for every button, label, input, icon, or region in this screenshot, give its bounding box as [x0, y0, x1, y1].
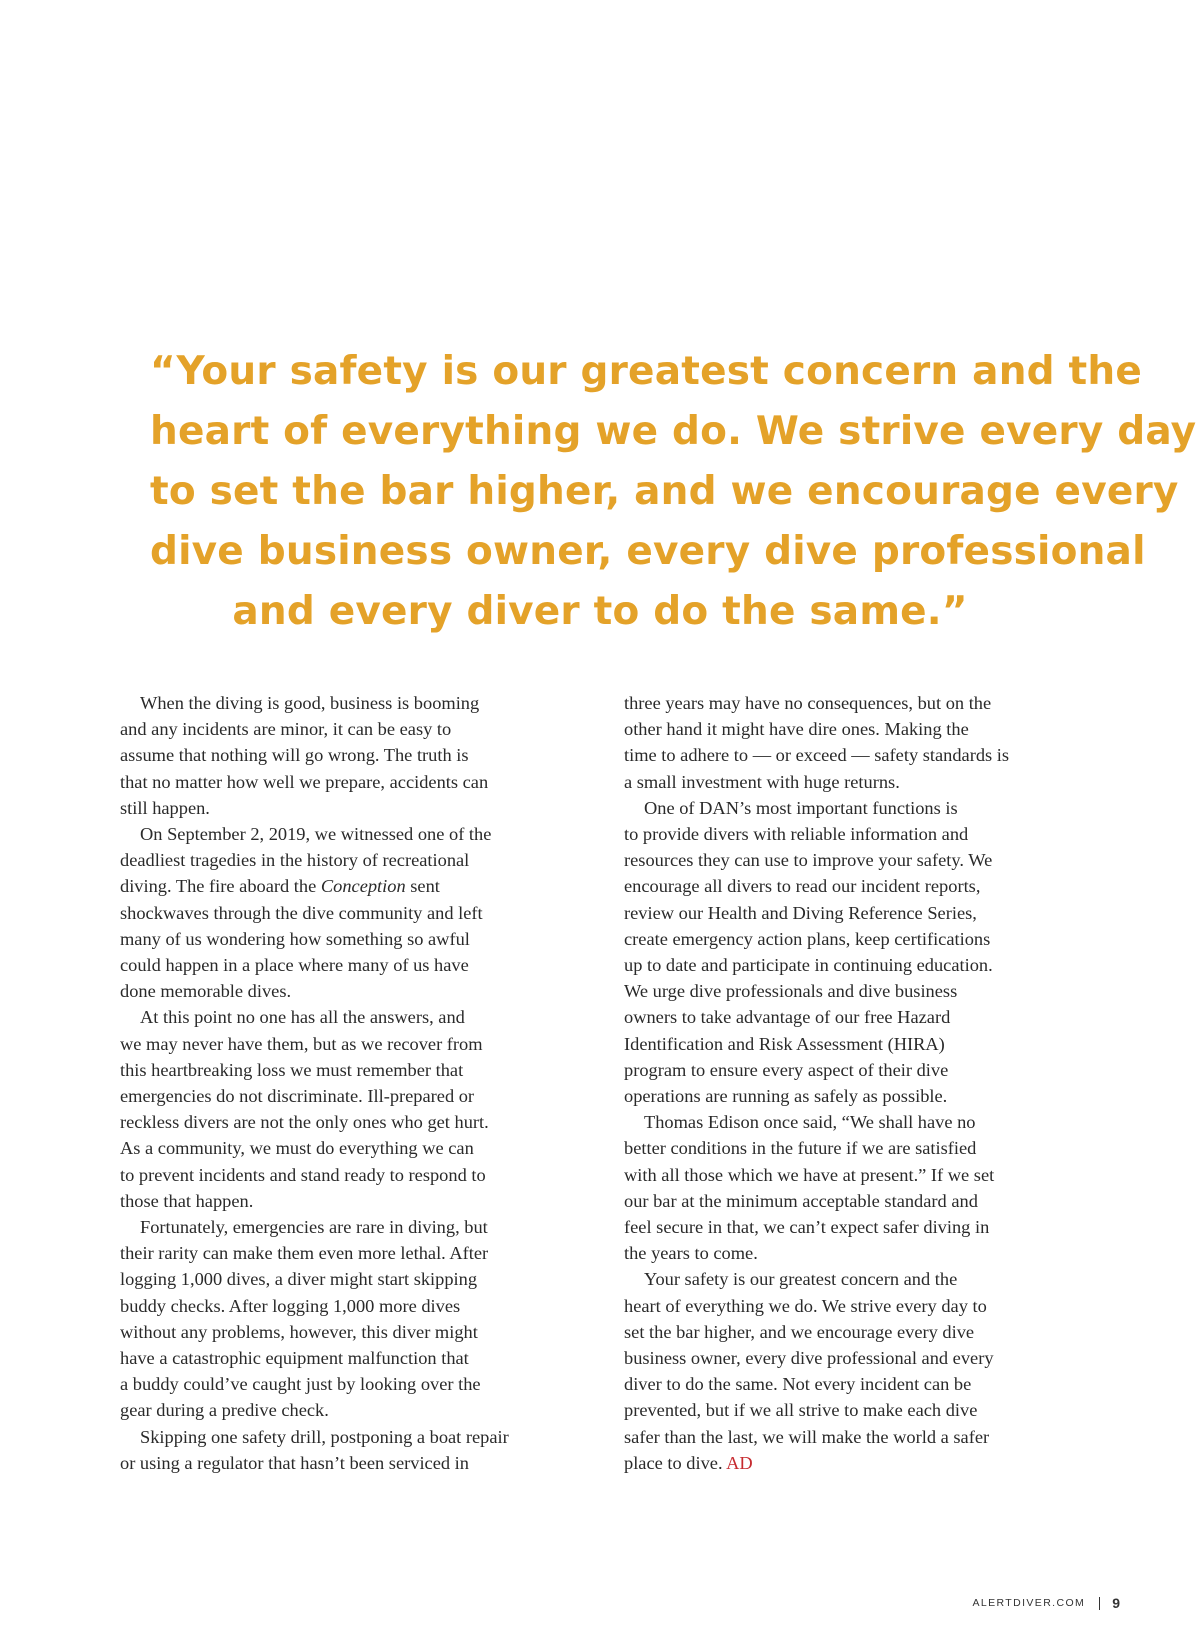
- text-line: have a catastrophic equipment malfunction that: [120, 1348, 469, 1369]
- text-line: encourage all divers to read our incident reports,: [624, 876, 981, 897]
- text-fragment: sent: [405, 876, 440, 897]
- text-fragment: place to dive.: [624, 1452, 727, 1473]
- text-line: up to date and participate in continuing education.: [624, 955, 993, 976]
- text-line: still happen.: [120, 797, 210, 818]
- text-line: program to ensure every aspect of their dive: [624, 1059, 949, 1080]
- text-line: their rarity can make them even more lethal. After: [120, 1243, 489, 1264]
- text-line: or using a regulator that hasn’t been serviced in: [120, 1452, 469, 1473]
- text-line: buddy checks. After logging 1,000 more dives: [120, 1295, 461, 1316]
- article-column-left: [120, 690, 560, 1476]
- text-line: On September 2, 2019, we witnessed one of the: [140, 824, 492, 845]
- text-line: other hand it might have dire ones. Making the: [624, 719, 969, 740]
- pull-quote-line: “Your safety is our greatest concern and the: [150, 349, 1143, 394]
- text-line: that no matter how well we prepare, accidents can: [120, 771, 489, 792]
- text-line: those that happen.: [120, 1190, 254, 1211]
- text-line: Thomas Edison once said, “We shall have no: [644, 1112, 976, 1133]
- article-column-right: [624, 690, 1064, 1476]
- text-line: When the diving is good, business is booming: [140, 693, 480, 713]
- text-line: assume that nothing will go wrong. The truth is: [120, 745, 469, 766]
- text-line: heart of everything we do. We strive every day to: [624, 1295, 987, 1316]
- text-line: prevented, but if we all strive to make each dive: [624, 1400, 978, 1421]
- pull-quote-line: and every diver to do the same.”: [232, 589, 968, 634]
- text-line: reckless divers are not the only ones who get hurt.: [120, 1112, 489, 1133]
- text-line: As a community, we must do everything we can: [120, 1138, 474, 1159]
- text-line: a small investment with huge returns.: [624, 771, 900, 792]
- text-line: operations are running as safely as possible.: [624, 1086, 948, 1107]
- text-line: shockwaves through the dive community and left: [120, 902, 483, 923]
- article-paragraph: [120, 821, 560, 1004]
- text-line: Skipping one safety drill, postponing a boat repair: [140, 1426, 509, 1447]
- pull-quote-line: dive business owner, every dive professional: [150, 529, 1146, 574]
- text-line: a buddy could’ve caught just by looking over the: [120, 1374, 481, 1395]
- text-line: our bar at the minimum acceptable standard and: [624, 1190, 978, 1211]
- text-line: deadliest tragedies in the history of recreational: [120, 850, 470, 871]
- article-paragraph: [624, 795, 1064, 1109]
- text-line: done memorable dives.: [120, 981, 292, 1002]
- text-line: [120, 873, 560, 899]
- text-line: without any problems, however, this diver might: [120, 1321, 478, 1342]
- article-paragraph: [120, 690, 560, 821]
- article-paragraph: [624, 1266, 1064, 1476]
- text-line: business owner, every dive professional and every: [624, 1348, 994, 1369]
- pull-quote-line: heart of everything we do. We strive every day: [150, 409, 1197, 454]
- text-line: to provide divers with reliable information and: [624, 824, 969, 845]
- article-paragraph: [624, 1109, 1064, 1266]
- page-footer: [972, 1595, 1120, 1611]
- text-line: we may never have them, but as we recover from: [120, 1033, 483, 1054]
- text-line: feel secure in that, we can’t expect safer diving in: [624, 1217, 990, 1238]
- text-line: many of us wondering how something so awful: [120, 928, 470, 949]
- text-fragment: diving. The fire aboard the: [120, 876, 321, 897]
- text-line: the years to come.: [624, 1243, 758, 1264]
- text-line: One of DAN’s most important functions is: [644, 797, 958, 818]
- text-line: Identification and Risk Assessment (HIRA): [624, 1033, 945, 1054]
- text-line: resources they can use to improve your safety. We: [624, 850, 993, 871]
- article-paragraph: [624, 690, 1064, 795]
- text-line: review our Health and Diving Reference Series,: [624, 902, 977, 923]
- text-line: to prevent incidents and stand ready to respond to: [120, 1164, 486, 1185]
- pull-quote: [150, 342, 1197, 642]
- text-line: three years may have no consequences, but on the: [624, 693, 992, 713]
- pull-quote-line: to set the bar higher, and we encourage every: [150, 469, 1179, 514]
- text-line: set the bar higher, and we encourage every dive: [624, 1321, 975, 1342]
- text-line: Fortunately, emergencies are rare in diving, but: [140, 1217, 488, 1238]
- text-line: create emergency action plans, keep certifications: [624, 928, 991, 949]
- text-line: time to adhere to — or exceed — safety standards is: [624, 745, 1010, 766]
- text-line: diver to do the same. Not every incident can be: [624, 1374, 972, 1395]
- text-line: [624, 1450, 1064, 1476]
- text-line: Your safety is our greatest concern and the: [644, 1269, 958, 1290]
- text-line: gear during a predive check.: [120, 1400, 329, 1421]
- text-line: better conditions in the future if we are satisfied: [624, 1138, 977, 1159]
- page-number: 9: [1112, 1595, 1120, 1611]
- article-paragraph: [120, 1424, 560, 1476]
- article-paragraph: [120, 1004, 560, 1214]
- text-line: emergencies do not discriminate. Ill-prepared or: [120, 1086, 475, 1107]
- text-line: this heartbreaking loss we must remember that: [120, 1059, 464, 1080]
- text-line: owners to take advantage of our free Hazard: [624, 1007, 951, 1028]
- vessel-name: Conception: [320, 876, 406, 897]
- footer-divider: [1099, 1597, 1100, 1610]
- text-line: At this point no one has all the answers, and: [140, 1007, 465, 1028]
- website-url: ALERTDIVER.COM: [972, 1597, 1086, 1609]
- text-line: logging 1,000 dives, a diver might start skipping: [120, 1269, 478, 1290]
- text-line: could happen in a place where many of us have: [120, 955, 469, 976]
- end-of-article-mark: AD: [726, 1452, 753, 1473]
- text-line: We urge dive professionals and dive business: [624, 981, 958, 1002]
- text-line: and any incidents are minor, it can be easy to: [120, 719, 452, 740]
- text-line: safer than the last, we will make the world a safer: [624, 1426, 990, 1447]
- article-paragraph: [120, 1214, 560, 1424]
- text-line: with all those which we have at present.” If we set: [624, 1164, 995, 1185]
